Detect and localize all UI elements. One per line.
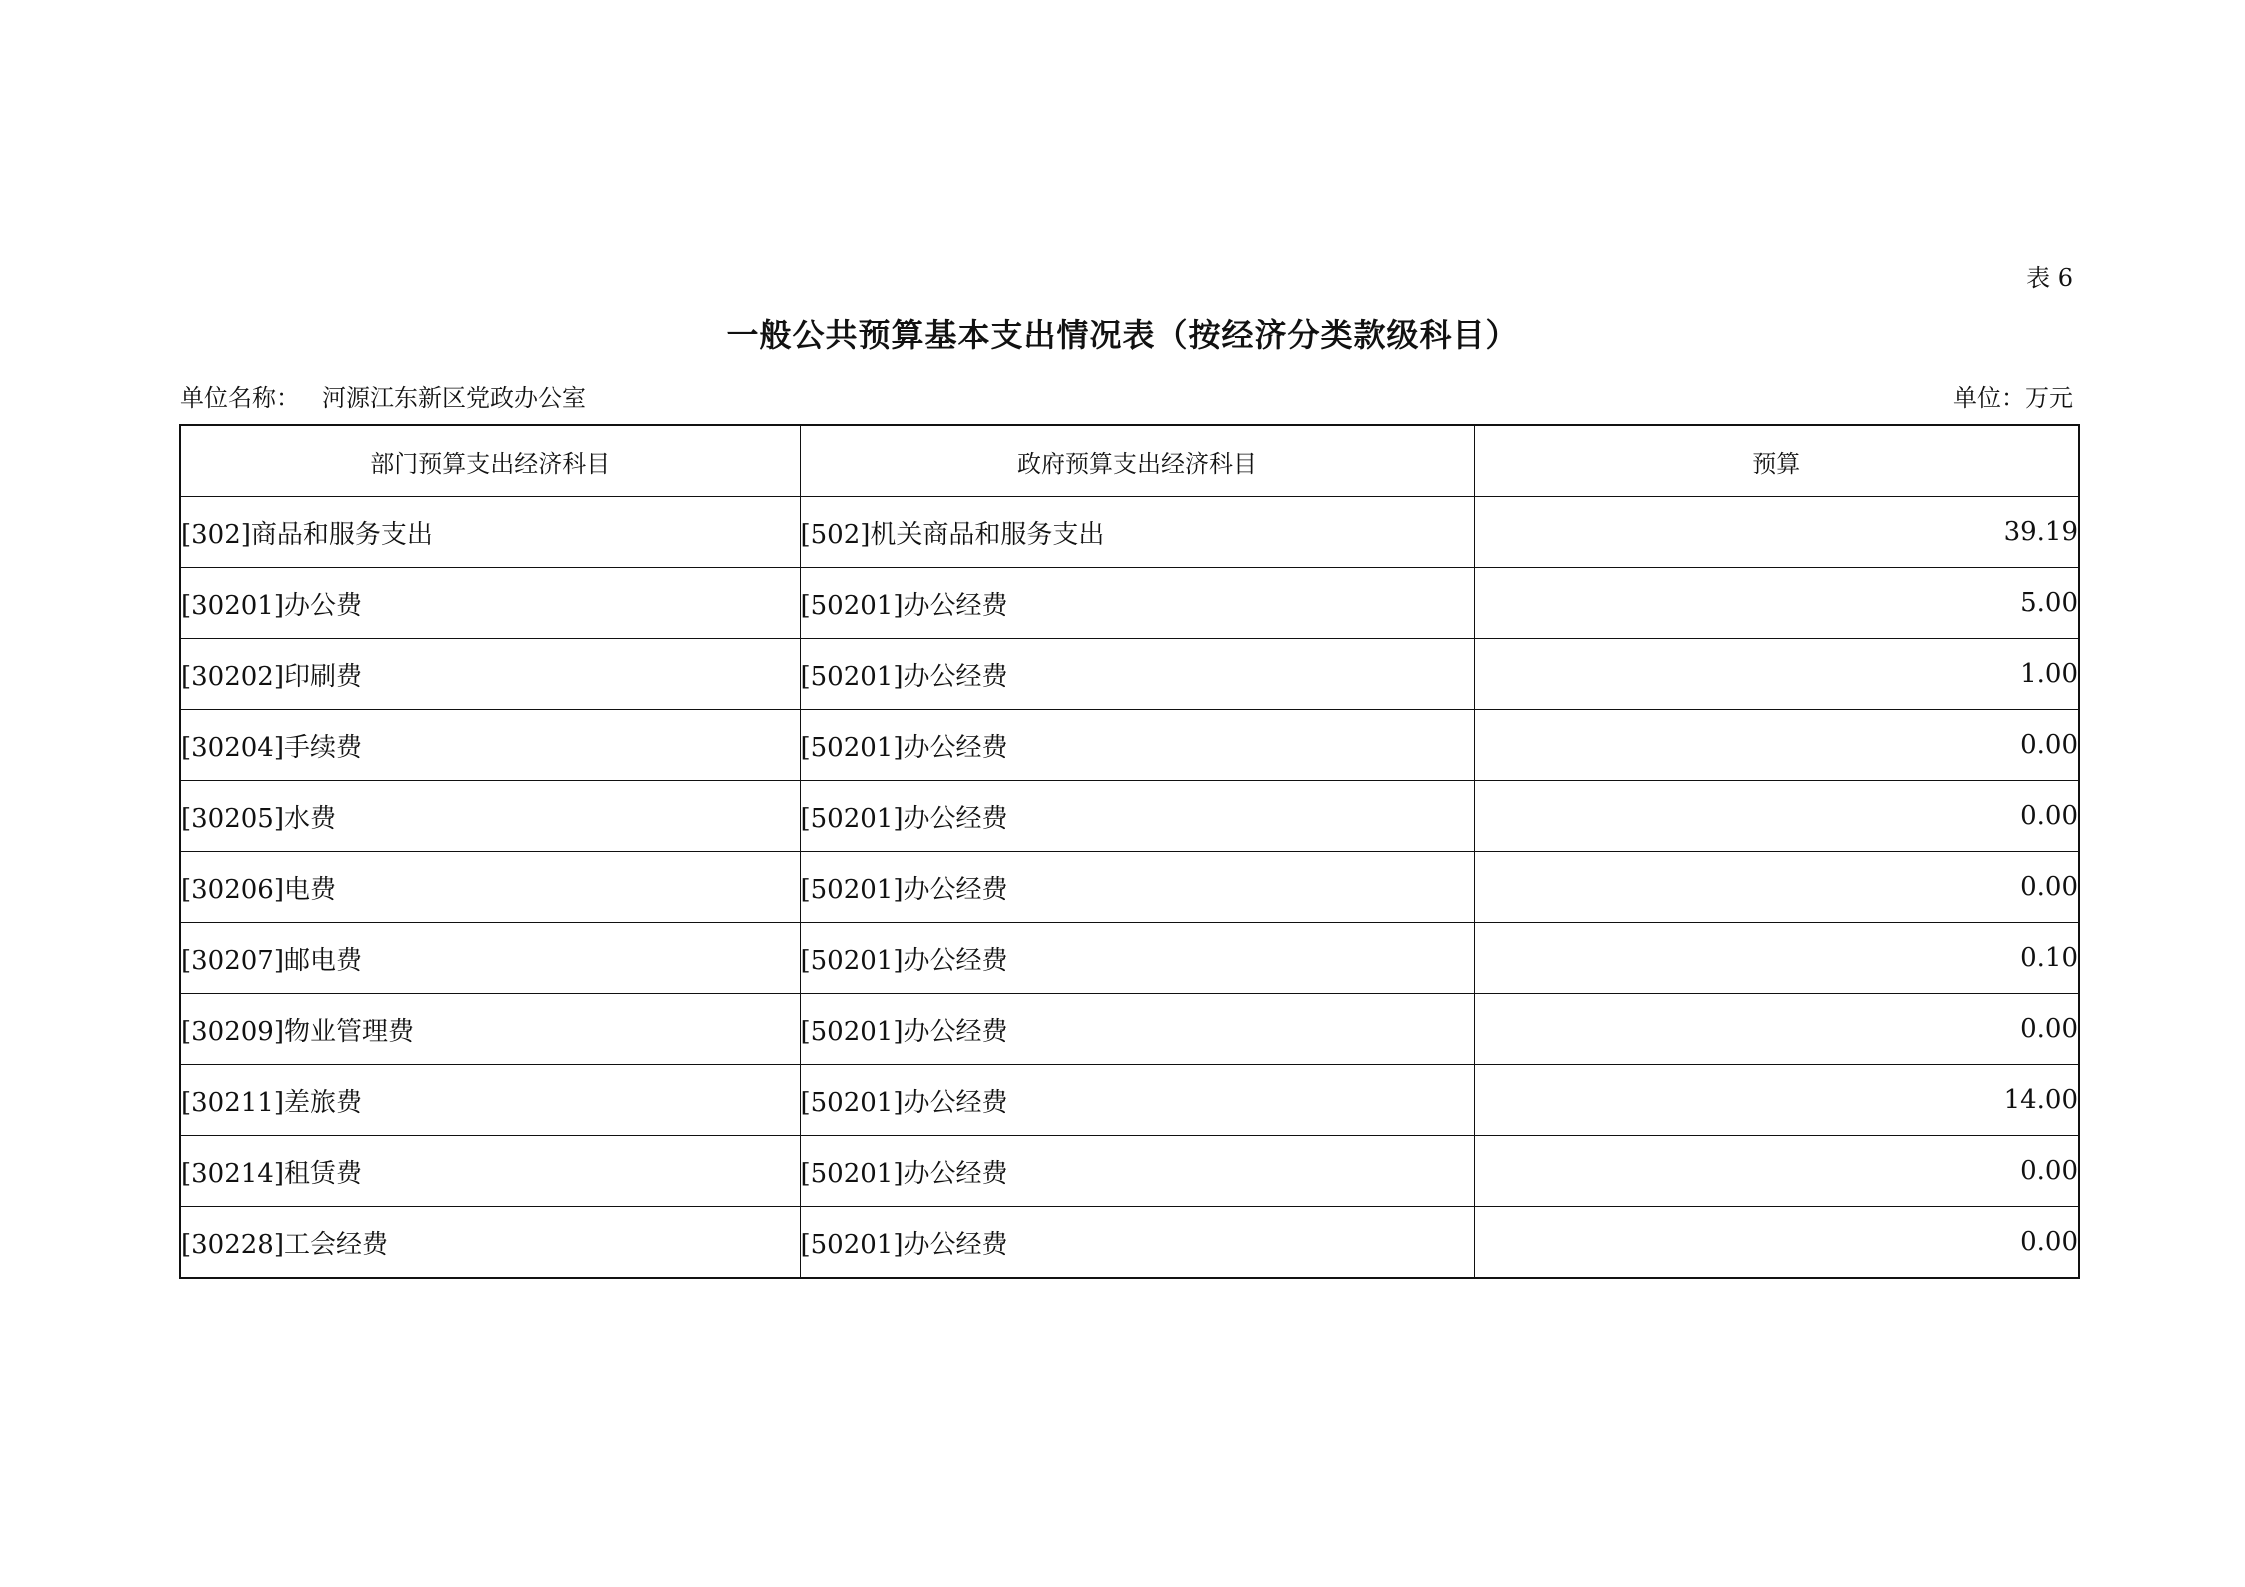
- table-header-row: [180, 425, 2079, 497]
- dept-subject-cell: [30209]物业管理费: [180, 994, 800, 1065]
- table-row: [180, 568, 2079, 639]
- budget-table: [179, 424, 2080, 1279]
- gov-subject-cell: [50201]办公经费: [800, 568, 1474, 639]
- gov-subject-cell: [502]机关商品和服务支出: [800, 497, 1474, 568]
- budget-amount-cell: 39.19: [1474, 497, 2079, 568]
- dept-subject-cell: [30202]印刷费: [180, 639, 800, 710]
- budget-amount-cell: 0.00: [1474, 1136, 2079, 1207]
- header-gov-subject: 政府预算支出经济科目: [800, 425, 1474, 497]
- table-row: [180, 1207, 2079, 1279]
- budget-amount-cell: 0.00: [1474, 781, 2079, 852]
- gov-subject-cell: [50201]办公经费: [800, 852, 1474, 923]
- budget-amount-cell: 5.00: [1474, 568, 2079, 639]
- page-title: 一般公共预算基本支出情况表（按经济分类款级科目）: [726, 316, 1519, 354]
- dept-subject-cell: [30204]手续费: [180, 710, 800, 781]
- budget-amount-cell: 1.00: [1474, 639, 2079, 710]
- unit-name-line: [180, 378, 586, 413]
- table-row: [180, 852, 2079, 923]
- budget-amount-cell: 0.00: [1474, 1207, 2079, 1279]
- budget-amount-cell: 0.00: [1474, 852, 2079, 923]
- dept-subject-cell: [30211]差旅费: [180, 1065, 800, 1136]
- gov-subject-cell: [50201]办公经费: [800, 1207, 1474, 1279]
- header-budget: 预算: [1474, 425, 2079, 497]
- gov-subject-cell: [50201]办公经费: [800, 1136, 1474, 1207]
- table-row: [180, 710, 2079, 781]
- gov-subject-cell: [50201]办公经费: [800, 639, 1474, 710]
- unit-name-value: 河源江东新区党政办公室: [322, 384, 586, 412]
- dept-subject-cell: [302]商品和服务支出: [180, 497, 800, 568]
- gov-subject-cell: [50201]办公经费: [800, 781, 1474, 852]
- table-row: [180, 1136, 2079, 1207]
- table-row: [180, 1065, 2079, 1136]
- table-number: 表 6: [2026, 264, 2073, 292]
- dept-subject-cell: [30228]工会经费: [180, 1207, 800, 1279]
- unit-measure: 单位：万元: [1953, 384, 2073, 412]
- budget-amount-cell: 0.10: [1474, 923, 2079, 994]
- table-row: [180, 781, 2079, 852]
- dept-subject-cell: [30207]邮电费: [180, 923, 800, 994]
- table-row: [180, 497, 2079, 568]
- budget-amount-cell: 0.00: [1474, 994, 2079, 1065]
- table-row: [180, 923, 2079, 994]
- gov-subject-cell: [50201]办公经费: [800, 1065, 1474, 1136]
- gov-subject-cell: [50201]办公经费: [800, 710, 1474, 781]
- header-dept-subject: 部门预算支出经济科目: [180, 425, 800, 497]
- budget-amount-cell: 0.00: [1474, 710, 2079, 781]
- table-row: [180, 639, 2079, 710]
- gov-subject-cell: [50201]办公经费: [800, 923, 1474, 994]
- dept-subject-cell: [30205]水费: [180, 781, 800, 852]
- dept-subject-cell: [30206]电费: [180, 852, 800, 923]
- table-row: [180, 994, 2079, 1065]
- unit-name-label: 单位名称：: [180, 384, 300, 412]
- dept-subject-cell: [30214]租赁费: [180, 1136, 800, 1207]
- budget-amount-cell: 14.00: [1474, 1065, 2079, 1136]
- gov-subject-cell: [50201]办公经费: [800, 994, 1474, 1065]
- dept-subject-cell: [30201]办公费: [180, 568, 800, 639]
